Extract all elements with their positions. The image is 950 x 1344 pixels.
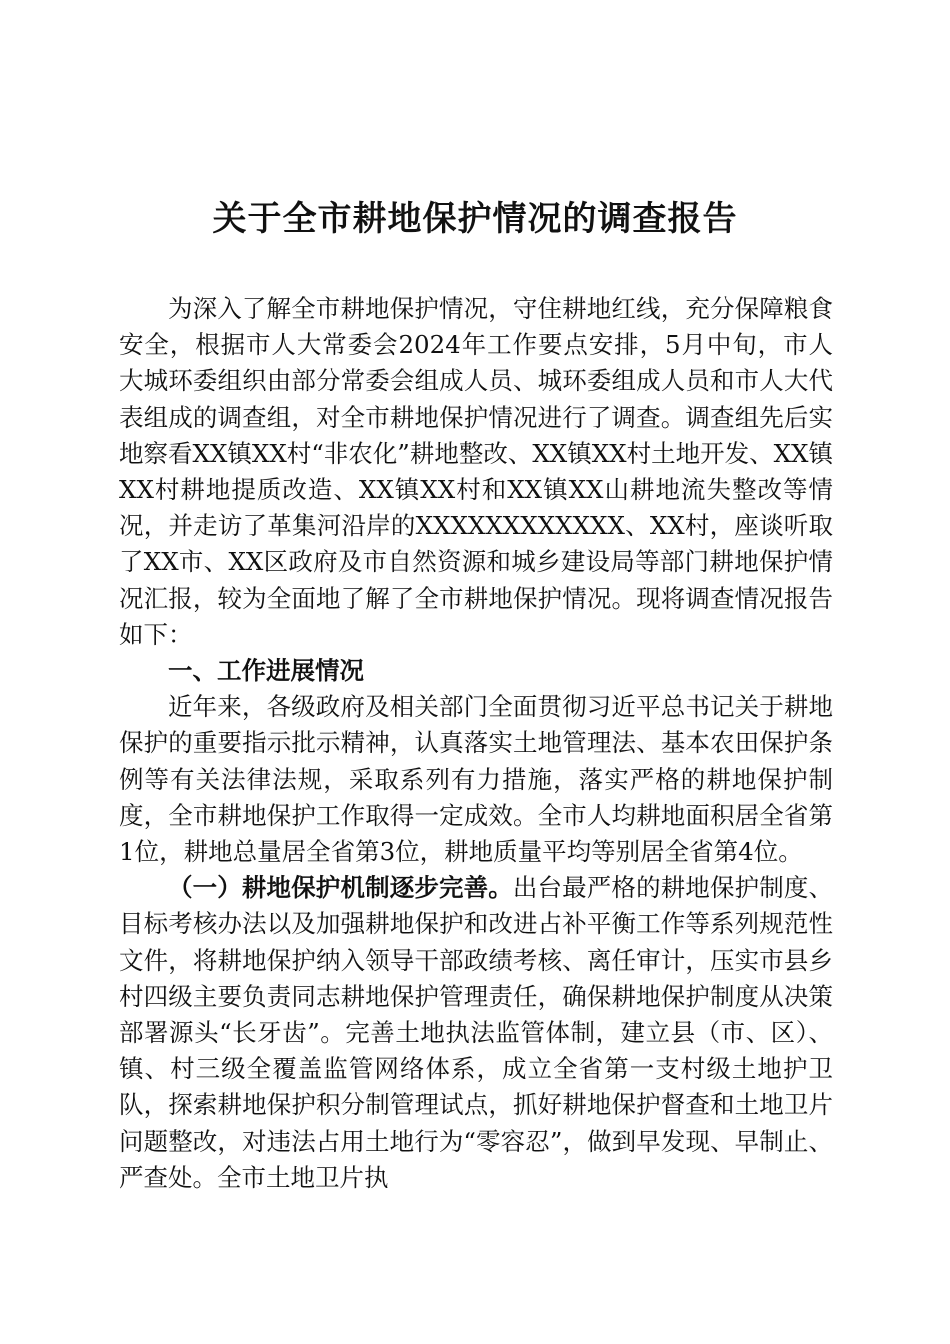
document-body	[119, 291, 833, 1196]
subsection-text: 出台最严格的耕地保护制度、目标考核办法以及加强耕地保护和改进占补平衡工作等系列规范性文件，将耕地保护纳入领导干部政绩考核、离任审计，压实市县乡村四级主要负责同志耕地保护管理责任，确保耕地保护制度从决策部署源头“长牙齿”。完善土地执法监管体制，建立县（市、区）、镇、村三级全覆盖监管网络体系，成立全省第一支村级土地护卫队，探索耕地保护积分制管理试点，抓好耕地保护督查和土地卫片问题整改，对违法占用土地行为“零容忍”，做到早发现、早制止、严查处。全市土地卫片执	[119, 873, 834, 1192]
document-title: 关于全市耕地保护情况的调查报告	[212, 199, 738, 239]
section-heading: 一、工作进展情况	[168, 656, 364, 686]
subsection-paragraph	[119, 870, 833, 1196]
section-paragraph: 近年来，各级政府及相关部门全面贯彻习近平总书记关于耕地保护的重要指示批示精神，认真落实土地管理法、基本农田保护条例等有关法律法规，采取系列有力措施，落实严格的耕地保护制度，全市耕地保护工作取得一定成效。全市人均耕地面积居全省第1位，耕地总量居全省第3位，耕地质量平均等别居全省第4位。	[119, 692, 833, 867]
intro-paragraph: 为深入了解全市耕地保护情况，守住耕地红线，充分保障粮食安全，根据市人大常委会2024年工作要点安排，5月中旬，市人大城环委组织由部分常委会组成人员、城环委组成人员和市人大代表组成的调查组，对全市耕地保护情况进行了调查。调查组先后实地察看XX镇XX村“非农化”耕地整改、XX镇XX村土地开发、XX镇XX村耕地提质改造、XX镇XX村和XX镇XX山耕地流失整改等情况，并走访了革集河沿岸的XXXXXXXXXXXX、XX村，座谈听取了XX市、XX区政府及市自然资源和城乡建设局等部门耕地保护情况汇报，较为全面地了解了全市耕地保护情况。现将调查情况报告如下：	[119, 294, 833, 649]
subsection-heading: （一）耕地保护机制逐步完善。	[168, 873, 513, 903]
